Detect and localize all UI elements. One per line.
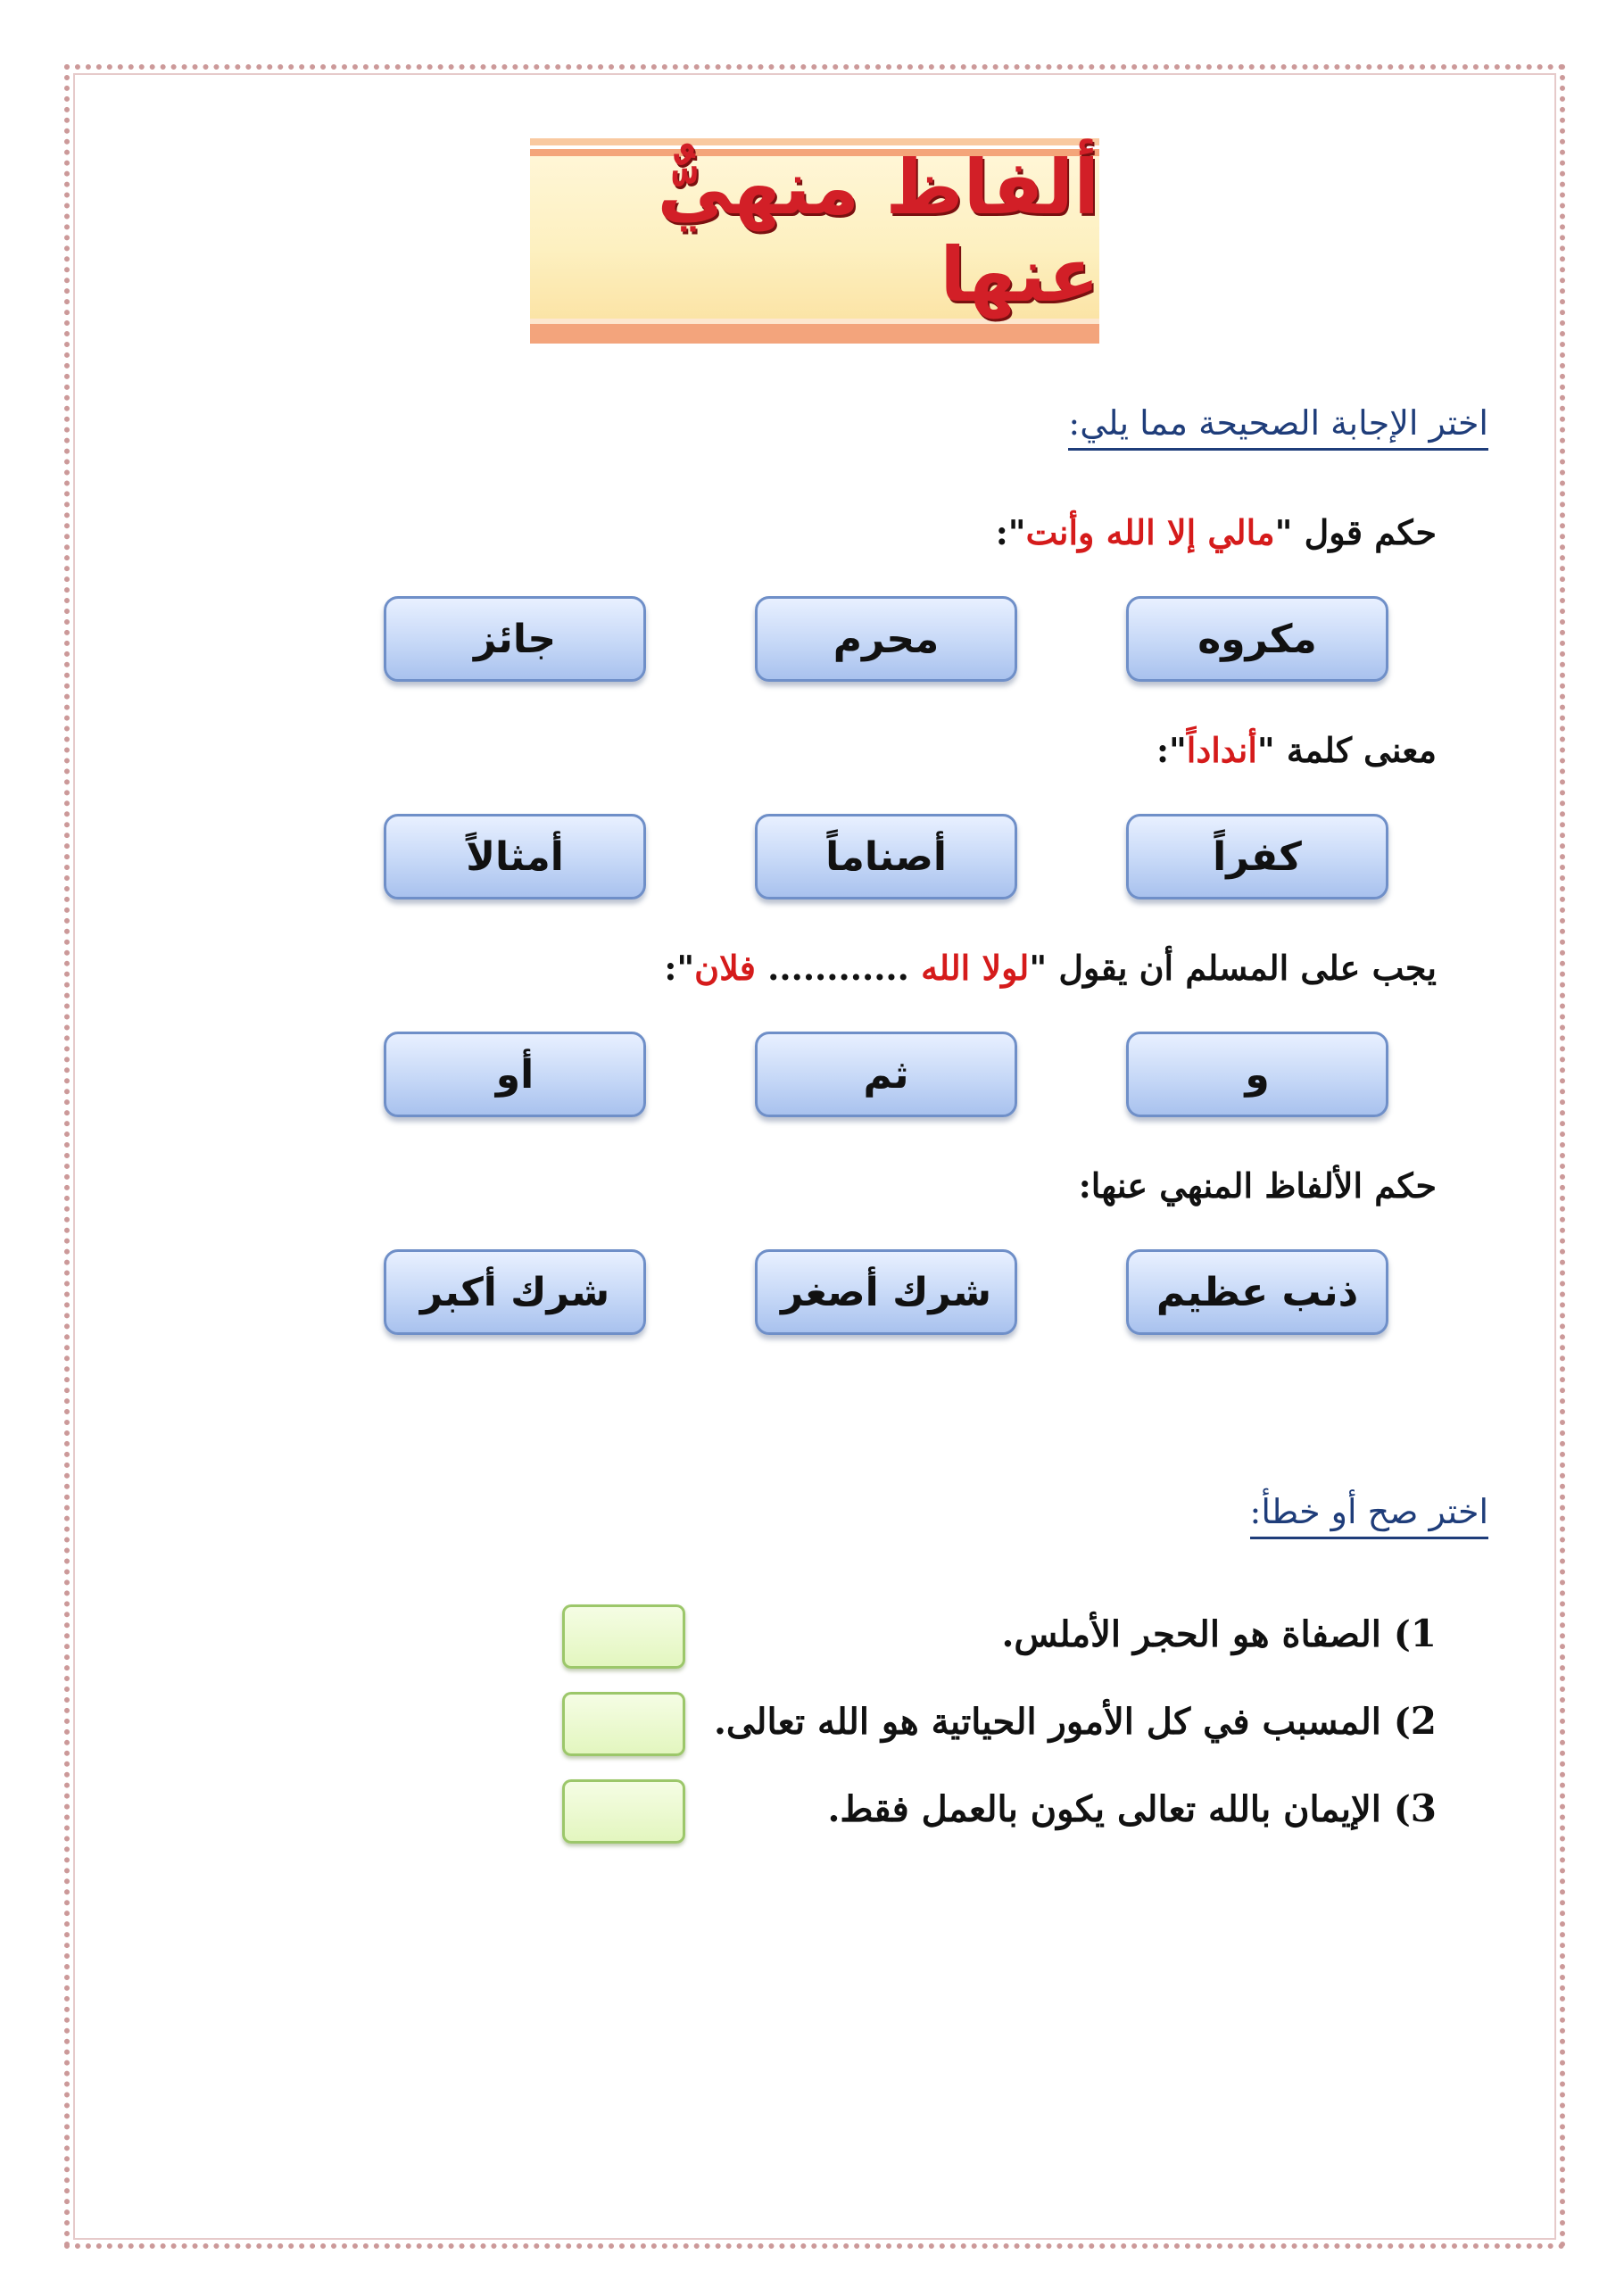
question-3-suffix: ": bbox=[664, 948, 695, 988]
option-button[interactable]: شرك أصغر bbox=[755, 1249, 1017, 1335]
option-button[interactable]: و bbox=[1126, 1032, 1388, 1117]
statement-2 bbox=[714, 1699, 1437, 1743]
answer-box[interactable] bbox=[562, 1604, 685, 1669]
true-false-row bbox=[562, 1692, 1437, 1763]
statement-3 bbox=[827, 1786, 1437, 1830]
option-button[interactable]: أصناماً bbox=[755, 814, 1017, 899]
true-false-row bbox=[562, 1604, 1437, 1676]
statement-text: ) الصفاة هو الحجر الأملس. bbox=[1001, 1613, 1411, 1655]
statement-number: 2 bbox=[1410, 1699, 1437, 1743]
answer-box[interactable] bbox=[562, 1692, 685, 1756]
question-2-options bbox=[384, 814, 1388, 903]
option-button[interactable]: ثم bbox=[755, 1032, 1017, 1117]
option-button[interactable]: كفراً bbox=[1126, 814, 1388, 899]
question-2-highlight: أنداداً bbox=[1186, 730, 1257, 770]
question-1-suffix: ": bbox=[995, 512, 1026, 552]
section-title-mcq: اختر الإجابة الصحيحة مما يلي: bbox=[1068, 403, 1488, 451]
statement-number: 1 bbox=[1410, 1612, 1437, 1655]
question-3-highlight-2: فلان bbox=[694, 948, 756, 988]
option-button[interactable]: مكروه bbox=[1126, 596, 1388, 682]
section-title-true-false: اختر صح أو خطأ: bbox=[1250, 1492, 1488, 1539]
statement-1 bbox=[1001, 1612, 1437, 1655]
question-1-highlight: مالي إلا الله وأنت bbox=[1025, 512, 1275, 552]
question-1-options bbox=[384, 596, 1388, 685]
statement-text: ) الإيمان بالله تعالى يكون بالعمل فقط. bbox=[827, 1788, 1411, 1830]
question-4-options bbox=[384, 1249, 1388, 1339]
option-button[interactable]: محرم bbox=[755, 596, 1017, 682]
question-1-prefix: حكم قول " bbox=[1274, 512, 1437, 552]
question-3 bbox=[664, 948, 1437, 988]
question-3-highlight: لولا الله bbox=[921, 948, 1030, 988]
option-button[interactable]: أو bbox=[384, 1032, 646, 1117]
statement-number: 3 bbox=[1410, 1786, 1437, 1830]
option-button[interactable]: شرك أكبر bbox=[384, 1249, 646, 1335]
option-button[interactable]: جائز bbox=[384, 596, 646, 682]
question-3-options bbox=[384, 1032, 1388, 1121]
page-border bbox=[64, 64, 1565, 2249]
question-3-middle: ............ bbox=[755, 948, 922, 988]
statement-text: ) المسبب في كل الأمور الحياتية هو الله تعالى. bbox=[714, 1701, 1411, 1743]
question-2-prefix: معنى كلمة " bbox=[1256, 730, 1437, 770]
title-banner bbox=[530, 138, 1099, 344]
answer-box[interactable] bbox=[562, 1779, 685, 1844]
question-4-prefix: حكم الألفاظ المنهي عنها: bbox=[1078, 1165, 1437, 1206]
option-button[interactable]: أمثالاً bbox=[384, 814, 646, 899]
question-2 bbox=[1156, 730, 1437, 770]
true-false-row bbox=[562, 1779, 1437, 1851]
question-1 bbox=[996, 512, 1437, 552]
question-3-prefix: يجب على المسلم أن يقول " bbox=[1029, 948, 1437, 988]
option-button[interactable]: ذنب عظيم bbox=[1126, 1249, 1388, 1335]
question-4 bbox=[1079, 1165, 1437, 1206]
banner-title: ألفاظ منهيٌّ عنها bbox=[657, 144, 1099, 319]
question-2-suffix: ": bbox=[1156, 730, 1187, 770]
